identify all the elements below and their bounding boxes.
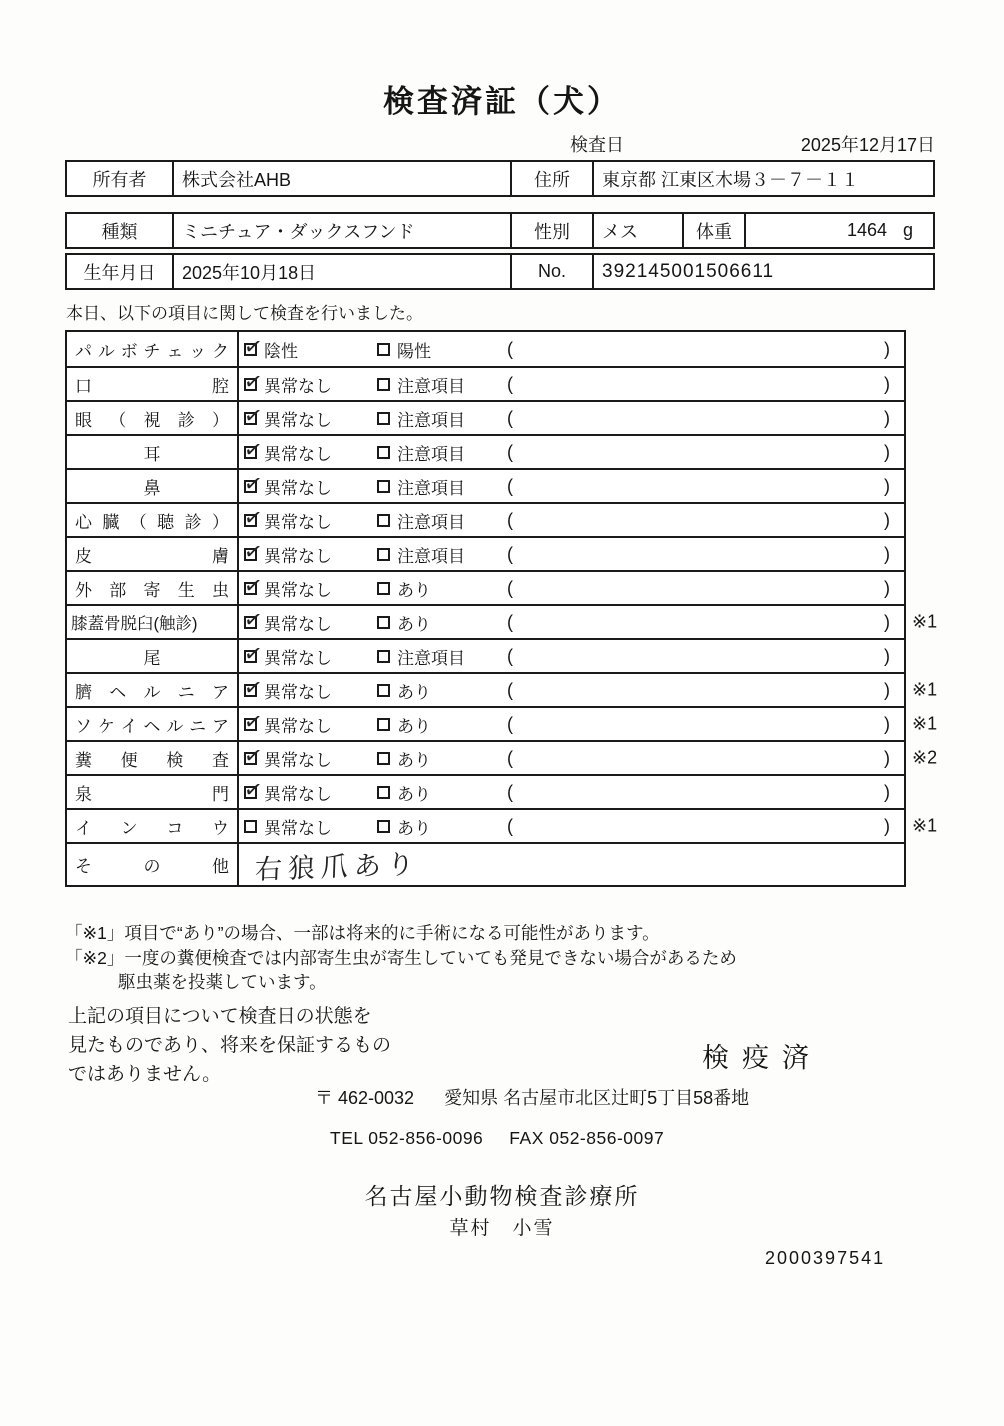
item-label-cell — [67, 708, 239, 740]
clinic-address-row — [315, 1084, 749, 1110]
item-label: 鼻 — [143, 478, 161, 498]
clinic-name: 名古屋小動物検査診療所 — [364, 1183, 640, 1209]
item-label: 眼 （ 視 診 ） — [75, 410, 229, 430]
caution-cell — [372, 470, 505, 502]
result-label: 異常なし — [264, 512, 332, 532]
remarks-field — [505, 402, 904, 434]
result-checkbox[interactable] — [244, 684, 257, 697]
inspection-row-ears — [67, 434, 904, 468]
result-label: 異常なし — [264, 444, 332, 464]
paren-open: ( — [507, 815, 513, 836]
item-label-cell — [67, 572, 239, 604]
item-label: ソ ケ イ ヘ ル ニ ア — [75, 716, 229, 736]
breed-label-cell — [67, 214, 172, 247]
caution-cell — [372, 436, 505, 468]
page-title: 検査済証（犬） — [383, 84, 621, 119]
footnote-ref: ※1 — [912, 713, 938, 734]
sex-value: メス — [602, 221, 638, 242]
weight-label-cell — [682, 214, 744, 247]
clinic-postal-code: 〒 462-0032 — [315, 1088, 415, 1108]
disclaimer-text — [68, 1002, 391, 1089]
remarks-field — [505, 606, 904, 638]
inspection-date-label: 検査日 — [570, 135, 624, 155]
result-checkbox[interactable] — [244, 820, 257, 833]
result-checkbox[interactable] — [244, 343, 257, 356]
weight-value: 1464 — [846, 220, 887, 240]
footnote-ref: ※1 — [912, 611, 938, 632]
address-value: 東京都 江東区木場３－７－１１ — [602, 169, 859, 190]
result-checkbox[interactable] — [244, 616, 257, 629]
inspection-row-fontanelle — [67, 774, 904, 808]
result-cell — [239, 368, 372, 400]
owner-name: 株式会社AHB — [182, 169, 292, 190]
result-cell — [239, 674, 372, 706]
caution-checkbox[interactable] — [377, 480, 390, 493]
result-checkbox[interactable] — [244, 480, 257, 493]
item-label-cell — [67, 368, 239, 400]
footnote-ref: ※1 — [912, 815, 938, 836]
serial-number: 2000397541 — [765, 1248, 886, 1268]
paren-close: ) — [884, 338, 890, 359]
result-checkbox[interactable] — [244, 548, 257, 561]
item-label-cell — [67, 470, 239, 502]
weight-unit: g — [902, 220, 913, 240]
item-label: そ の 他 — [75, 857, 229, 876]
caution-cell — [372, 606, 505, 638]
no-value: 392145001506611 — [602, 260, 775, 282]
caution-label: あり — [397, 614, 431, 634]
caution-cell — [372, 742, 505, 774]
other-remarks-cell — [239, 844, 904, 885]
result-label: 異常なし — [264, 648, 332, 668]
caution-cell — [372, 674, 505, 706]
result-cell — [239, 572, 372, 604]
inspection-row-mouth — [67, 366, 904, 400]
intro-text: 本日、以下の項目に関して検査を行いました。 — [66, 304, 423, 323]
birth-label-cell — [67, 255, 172, 288]
item-label: 心 臓 （ 聴 診 ） — [75, 512, 229, 532]
breed-sex-weight-table — [65, 212, 935, 249]
clinic-address: 愛知県 名古屋市北区辻町5丁目58番地 — [444, 1088, 750, 1108]
item-label: 糞 便 検 査 — [75, 750, 229, 770]
inspection-row-parvo — [67, 332, 904, 366]
result-checkbox[interactable] — [244, 514, 257, 527]
result-label: 異常なし — [264, 614, 332, 634]
paren-close: ) — [884, 611, 890, 632]
item-label-cell — [67, 402, 239, 434]
item-label-cell — [67, 776, 239, 808]
inspection-row-umbilical-hernia — [67, 672, 938, 706]
birth-value: 2025年10月18日 — [182, 262, 317, 283]
result-label: 異常なし — [264, 784, 332, 804]
caution-label: あり — [397, 580, 431, 600]
result-checkbox[interactable] — [244, 752, 257, 765]
caution-cell — [372, 708, 505, 740]
footnote-2-line2: 駆虫薬を投薬しています。 — [118, 972, 327, 992]
item-label-cell — [67, 810, 239, 842]
address-label-cell — [510, 162, 592, 195]
result-label: 異常なし — [264, 818, 332, 838]
paren-open: ( — [507, 373, 513, 394]
inspection-row-inkou — [67, 808, 938, 842]
clinic-tel: TEL 052-856-0096 — [330, 1128, 484, 1148]
item-label-cell — [67, 844, 239, 885]
caution-checkbox[interactable] — [377, 820, 390, 833]
sex-label: 性別 — [534, 221, 570, 242]
paren-close: ) — [884, 781, 890, 802]
remarks-field — [505, 572, 904, 604]
footnote-ref: ※1 — [912, 679, 938, 700]
inspection-row-other — [67, 842, 904, 885]
birth-value-cell — [172, 255, 510, 288]
result-label: 陰性 — [264, 341, 298, 361]
paren-close: ) — [884, 373, 890, 394]
caution-cell — [372, 368, 505, 400]
breed-value-cell — [172, 214, 510, 247]
quarantine-stamp: 検疫済 — [702, 1043, 822, 1073]
veterinarian-name: 草村 小雪 — [449, 1218, 555, 1239]
result-checkbox[interactable] — [244, 786, 257, 799]
caution-label: 陽性 — [397, 341, 431, 361]
item-label-cell — [67, 436, 239, 468]
result-label: 異常なし — [264, 682, 332, 702]
caution-checkbox[interactable] — [377, 412, 390, 425]
result-cell — [239, 402, 372, 434]
item-label: イ ン コ ウ — [75, 818, 229, 838]
item-label: 尾 — [143, 648, 161, 668]
sex-value-cell — [592, 214, 682, 247]
caution-checkbox[interactable] — [377, 514, 390, 527]
inspection-table — [65, 330, 938, 887]
paren-close: ) — [884, 407, 890, 428]
paren-close: ) — [884, 475, 890, 496]
result-checkbox[interactable] — [244, 718, 257, 731]
inspection-date-value: 2025年12月17日 — [800, 135, 935, 155]
no-label: No. — [537, 261, 566, 281]
caution-checkbox[interactable] — [377, 446, 390, 459]
result-cell — [239, 470, 372, 502]
remarks-field — [505, 332, 904, 366]
paren-close: ) — [884, 815, 890, 836]
item-label-cell — [67, 332, 239, 366]
paren-open: ( — [507, 543, 513, 564]
caution-cell — [372, 640, 505, 672]
handwritten-note: 右狼爪あり — [254, 849, 421, 885]
owner-label: 所有者 — [92, 169, 147, 190]
remarks-field — [505, 470, 904, 502]
paren-open: ( — [507, 747, 513, 768]
caution-label: 注意項目 — [397, 444, 465, 464]
inspection-row-inguinal-hernia — [67, 706, 938, 740]
weight-label: 体重 — [696, 221, 732, 242]
breed-label: 種類 — [101, 221, 138, 242]
item-label: 口 腔 — [75, 376, 229, 396]
footnote-2-line1: 「※2」一度の糞便検査では内部寄生虫が寄生していても発見できない場合があるため — [65, 948, 737, 968]
paren-close: ) — [884, 679, 890, 700]
caution-checkbox[interactable] — [377, 548, 390, 561]
result-cell — [239, 504, 372, 536]
caution-cell — [372, 776, 505, 808]
result-cell — [239, 332, 372, 366]
item-label: 膝蓋骨脱臼(触診) — [71, 615, 198, 633]
result-label: 異常なし — [264, 478, 332, 498]
caution-checkbox[interactable] — [377, 650, 390, 663]
caution-checkbox[interactable] — [377, 582, 390, 595]
result-label: 異常なし — [264, 376, 332, 396]
paren-close: ) — [884, 441, 890, 462]
caution-label: あり — [397, 818, 431, 838]
paren-close: ) — [884, 747, 890, 768]
remarks-field — [505, 504, 904, 536]
item-label: 泉 門 — [75, 784, 229, 804]
result-checkbox[interactable] — [244, 412, 257, 425]
result-cell — [239, 606, 372, 638]
caution-checkbox[interactable] — [377, 343, 390, 356]
inspection-date-row — [570, 131, 935, 157]
result-cell — [239, 640, 372, 672]
caution-checkbox[interactable] — [377, 684, 390, 697]
item-label-cell — [67, 606, 239, 638]
paren-open: ( — [507, 441, 513, 462]
caution-label: 注意項目 — [397, 478, 465, 498]
caution-cell — [372, 402, 505, 434]
item-label: 臍 ヘ ル ニ ア — [75, 682, 229, 702]
result-cell — [239, 708, 372, 740]
caution-label: 注意項目 — [397, 648, 465, 668]
owner-label-cell — [67, 162, 172, 195]
item-label: 皮 膚 — [75, 546, 229, 566]
item-label-cell — [67, 640, 239, 672]
caution-checkbox[interactable] — [377, 378, 390, 391]
item-label-cell — [67, 674, 239, 706]
caution-cell — [372, 504, 505, 536]
footnote-1: 「※1」項目で“あり”の場合、一部は将来的に手術になる可能性があります。 — [65, 923, 660, 943]
result-checkbox[interactable] — [244, 582, 257, 595]
paren-close: ) — [884, 713, 890, 734]
paren-open: ( — [507, 509, 513, 530]
inspection-row-patella — [67, 604, 938, 638]
footnote-ref: ※2 — [912, 747, 938, 768]
disclaimer-line-1: 上記の項目について検査日の状態を — [68, 1006, 372, 1027]
item-label: パ ル ボ チ ェ ッ ク — [75, 341, 229, 361]
caution-label: 注意項目 — [397, 512, 465, 532]
remarks-field — [505, 538, 904, 570]
sex-label-cell — [510, 214, 592, 247]
remarks-field — [505, 674, 904, 706]
caution-label: 注意項目 — [397, 410, 465, 430]
paren-open: ( — [507, 475, 513, 496]
item-label: 耳 — [143, 444, 161, 464]
result-checkbox[interactable] — [244, 446, 257, 459]
address-label: 住所 — [534, 169, 570, 190]
caution-label: あり — [397, 682, 431, 702]
result-cell — [239, 436, 372, 468]
result-label: 異常なし — [264, 750, 332, 770]
result-cell — [239, 776, 372, 808]
item-label-cell — [67, 504, 239, 536]
paren-open: ( — [507, 611, 513, 632]
no-label-cell — [510, 255, 592, 288]
item-label-cell — [67, 538, 239, 570]
paren-close: ) — [884, 645, 890, 666]
result-label: 異常なし — [264, 580, 332, 600]
owner-address-table — [65, 160, 935, 197]
paren-open: ( — [507, 645, 513, 666]
remarks-field — [505, 810, 904, 842]
result-label: 異常なし — [264, 546, 332, 566]
weight-value-cell — [744, 214, 933, 247]
no-value-cell — [592, 255, 933, 288]
clinic-fax: FAX 052-856-0097 — [509, 1128, 665, 1148]
caution-cell — [372, 538, 505, 570]
caution-label: 注意項目 — [397, 546, 465, 566]
inspection-row-tail — [67, 638, 904, 672]
owner-name-cell — [172, 162, 510, 195]
item-label-cell — [67, 742, 239, 774]
disclaimer-line-3: ではありません。 — [68, 1064, 222, 1085]
breed-value: ミニチュア・ダックスフンド — [182, 221, 415, 242]
paren-close: ) — [884, 543, 890, 564]
caution-cell — [372, 810, 505, 842]
inspection-row-heart — [67, 502, 904, 536]
inspection-row-eyes — [67, 400, 904, 434]
result-label: 異常なし — [264, 716, 332, 736]
remarks-field — [505, 742, 904, 774]
caution-label: あり — [397, 750, 431, 770]
paren-open: ( — [507, 577, 513, 598]
address-value-cell — [592, 162, 933, 195]
birth-label: 生年月日 — [83, 262, 156, 283]
remarks-field — [505, 640, 904, 672]
inspection-row-nose — [67, 468, 904, 502]
clinic-phone-row — [330, 1128, 664, 1149]
result-cell — [239, 538, 372, 570]
caution-label: 注意項目 — [397, 376, 465, 396]
paren-close: ) — [884, 509, 890, 530]
result-checkbox[interactable] — [244, 378, 257, 391]
paren-open: ( — [507, 679, 513, 700]
result-checkbox[interactable] — [244, 650, 257, 663]
remarks-field — [505, 776, 904, 808]
remarks-field — [505, 436, 904, 468]
result-cell — [239, 742, 372, 774]
result-cell — [239, 810, 372, 842]
inspection-row-ectoparasites — [67, 570, 904, 604]
disclaimer-line-2: 見たものであり、将来を保証するもの — [68, 1035, 392, 1056]
birthdate-number-table — [65, 253, 935, 290]
caution-checkbox[interactable] — [377, 752, 390, 765]
item-label: 外 部 寄 生 虫 — [75, 580, 229, 600]
caution-checkbox[interactable] — [377, 616, 390, 629]
inspection-row-skin — [67, 536, 904, 570]
caution-label: あり — [397, 716, 431, 736]
paren-close: ) — [884, 577, 890, 598]
paren-open: ( — [507, 407, 513, 428]
inspection-row-fecal-exam — [67, 740, 938, 774]
paren-open: ( — [507, 338, 513, 359]
caution-checkbox[interactable] — [377, 786, 390, 799]
paren-open: ( — [507, 781, 513, 802]
result-label: 異常なし — [264, 410, 332, 430]
remarks-field — [505, 368, 904, 400]
caution-cell — [372, 572, 505, 604]
caution-label: あり — [397, 784, 431, 804]
caution-cell — [372, 332, 505, 366]
caution-checkbox[interactable] — [377, 718, 390, 731]
remarks-field — [505, 708, 904, 740]
paren-open: ( — [507, 713, 513, 734]
